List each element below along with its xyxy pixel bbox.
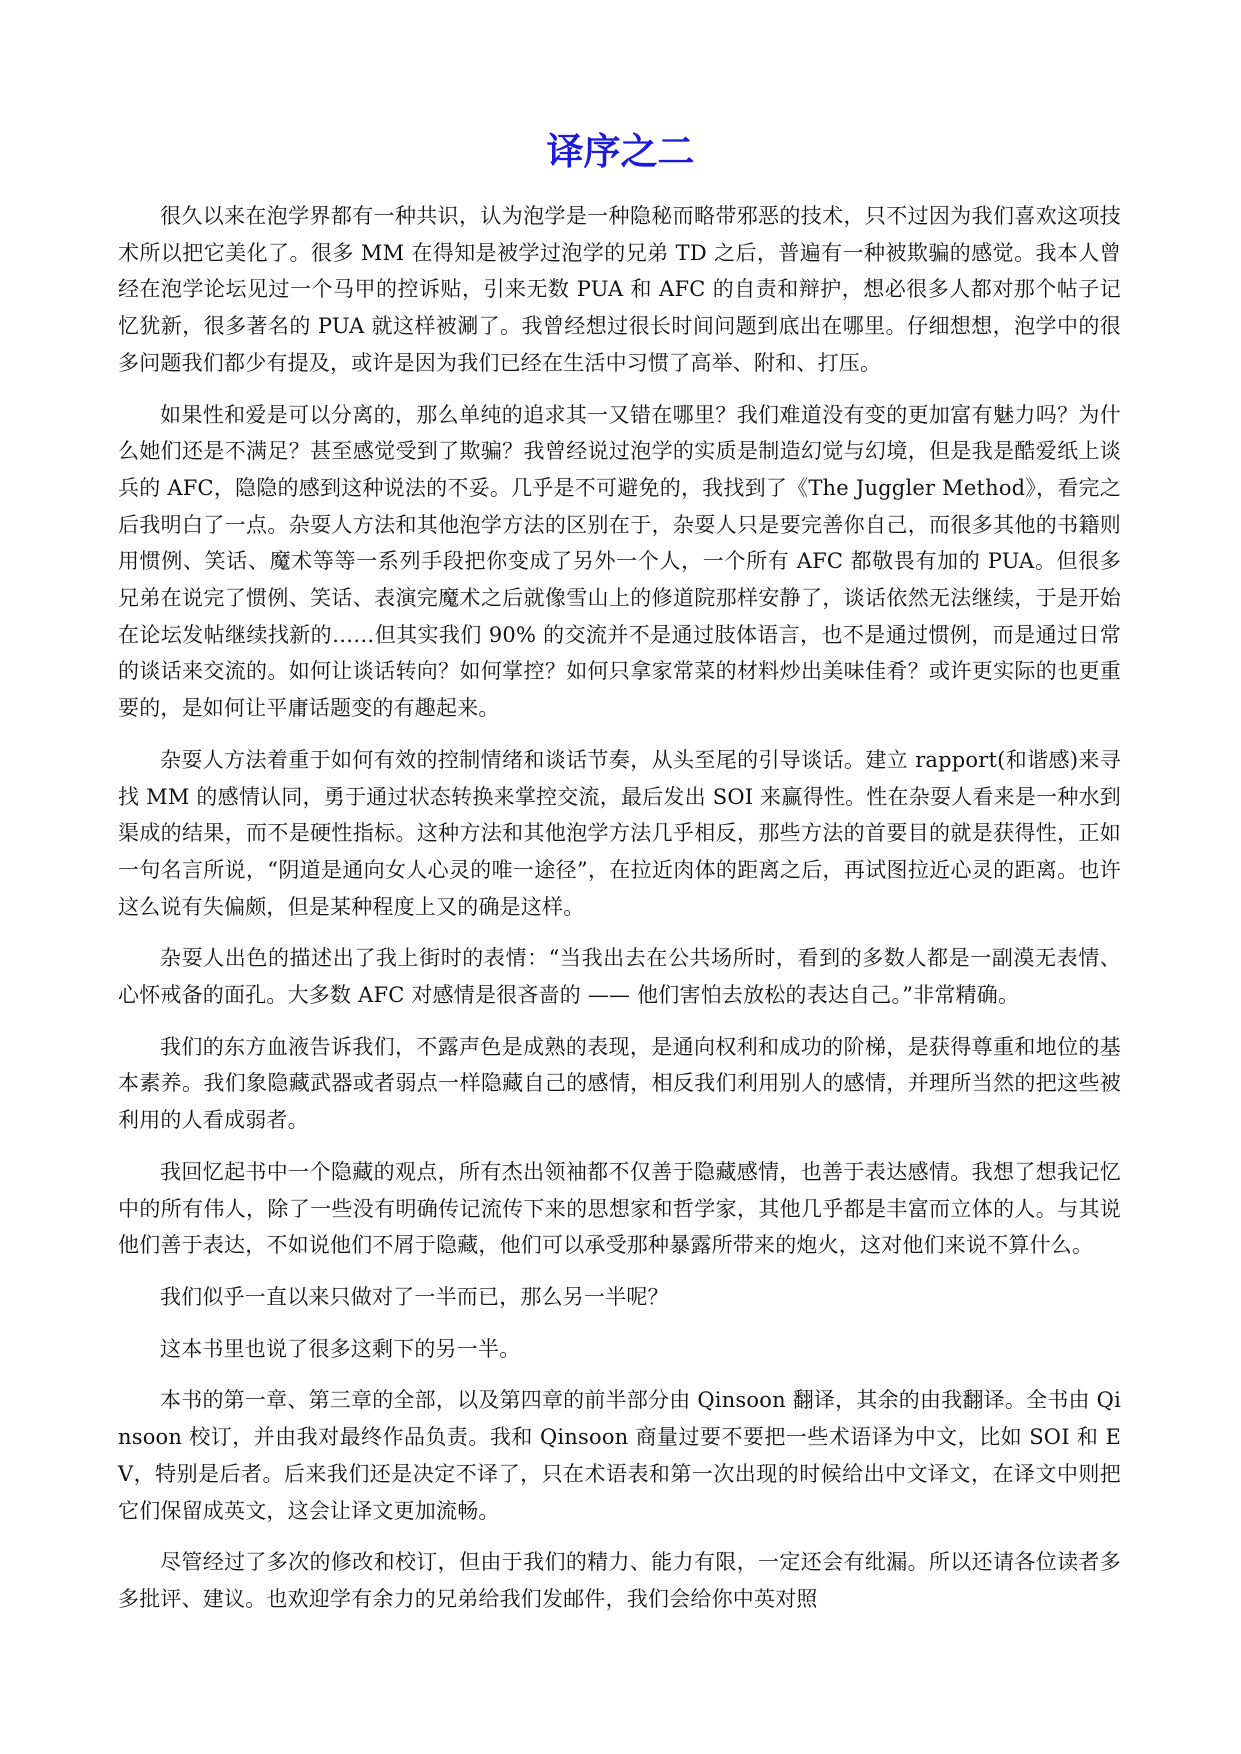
paragraph: 如果性和爱是可以分离的，那么单纯的追求其一又错在哪里？我们难道没有变的更加富有魅力吗？为什么她们还是不满足？甚至感觉受到了欺骗？我曾经说过泡学的实质是制造幻觉与幻境，但是我是酷爱纸上谈兵的 AFC，隐隐的感到这种说法的不妥。几乎是不可避免的，我找到了《The Juggler Method》，看完之后我明白了一点。杂耍人方法和其他泡学方法的区别在于，杂耍人只是要完善你自己，而很多其他的书籍则用惯例、笑话、魔术等等一系列手段把你变成了另外一个人，一个所有 AFC 都敬畏有加的 PUA。但很多兄弟在说完了惯例、笑话、表演完魔术之后就像雪山上的修道院那样安静了，谈话依然无法继续，于是开始在论坛发帖继续找新的……但其实我们 90% 的交流并不是通过肢体语言，也不是通过惯例，而是通过日常的谈话来交流的。如何让谈话转向？如何掌控？如何只拿家常菜的材料炒出美味佳肴？或许更实际的也更重要的，是如何让平庸话题变的有趣起来。	[118, 402, 1121, 721]
paragraph: 我回忆起书中一个隐藏的观点，所有杰出领袖都不仅善于隐藏感情，也善于表达感情。我想了想我记忆中的所有伟人，除了一些没有明确传记流传下来的思想家和哲学家，其他几乎都是丰富而立体的人。与其说他们善于表达，不如说他们不屑于隐藏，他们可以承受那种暴露所带来的炮火，这对他们来说不算什么。	[118, 1159, 1121, 1258]
paragraph: 本书的第一章、第三章的全部，以及第四章的前半部分由 Qinsoon 翻译，其余的由我翻译。全书由 Qinsoon 校订，并由我对最终作品负责。我和 Qinsoon 商量过要不要把一些术语译为中文，比如 SOI 和 EV，特别是后者。后来我们还是决定不译了，只在术语表和第一次出现的时候给出中文译文，在译文中则把它们保留成英文，这会让译文更加流畅。	[118, 1388, 1121, 1523]
paragraph: 我们的东方血液告诉我们，不露声色是成熟的表现，是通向权利和成功的阶梯，是获得尊重和地位的基本素养。我们象隐藏武器或者弱点一样隐藏自己的感情，相反我们利用别人的感情，并理所当然的把这些被利用的人看成弱者。	[118, 1034, 1121, 1133]
paragraph: 尽管经过了多次的修改和校订，但由于我们的精力、能力有限，一定还会有纰漏。所以还请各位读者多多批评、建议。也欢迎学有余力的兄弟给我们发邮件，我们会给你中英对照	[118, 1550, 1121, 1611]
paragraph: 这本书里也说了很多这剩下的另一半。	[160, 1336, 521, 1361]
paragraph: 杂耍人出色的描述出了我上街时的表情：“当我出去在公共场所时，看到的多数人都是一副漠无表情、心怀戒备的面孔。大多数 AFC 对感情是很吝啬的 —— 他们害怕去放松的表达自己。”非常精确。	[118, 946, 1121, 1008]
paragraph: 很久以来在泡学界都有一种共识，认为泡学是一种隐秘而略带邪恶的技术，只不过因为我们喜欢这项技术所以把它美化了。很多 MM 在得知是被学过泡学的兄弟 TD 之后，普遍有一种被欺骗的感觉。我本人曾经在泡学论坛见过一个马甲的控诉贴，引来无数 PUA 和 AFC 的自责和辩护，想必很多人都对那个帖子记忆犹新，很多著名的 PUA 就这样被涮了。我曾经想过很长时间问题到底出在哪里。仔细想想，泡学中的很多问题我们都少有提及，或许是因为我们已经在生活中习惯了高举、附和、打压。	[118, 204, 1121, 375]
body-text	[118, 198, 1121, 1633]
paragraph: 杂耍人方法着重于如何有效的控制情绪和谈话节奏，从头至尾的引导谈话。建立 rapport(和谐感)来寻找 MM 的感情认同，勇于通过状态转换来掌控交流，最后发出 SOI 来赢得性。性在杂耍人看来是一种水到渠成的结果，而不是硬性指标。这种方法和其他泡学方法几乎相反，那些方法的首要目的就是获得性，正如一句名言所说，“阴道是通向女人心灵的唯一途径”，在拉近肉体的距离之后，再试图拉近心灵的距离。也许这么说有失偏颇，但是某种程度上又的确是这样。	[118, 747, 1121, 919]
page-title: 译序之二	[546, 129, 695, 173]
paragraph: 我们似乎一直以来只做对了一半而已，那么另一半呢？	[160, 1284, 669, 1309]
